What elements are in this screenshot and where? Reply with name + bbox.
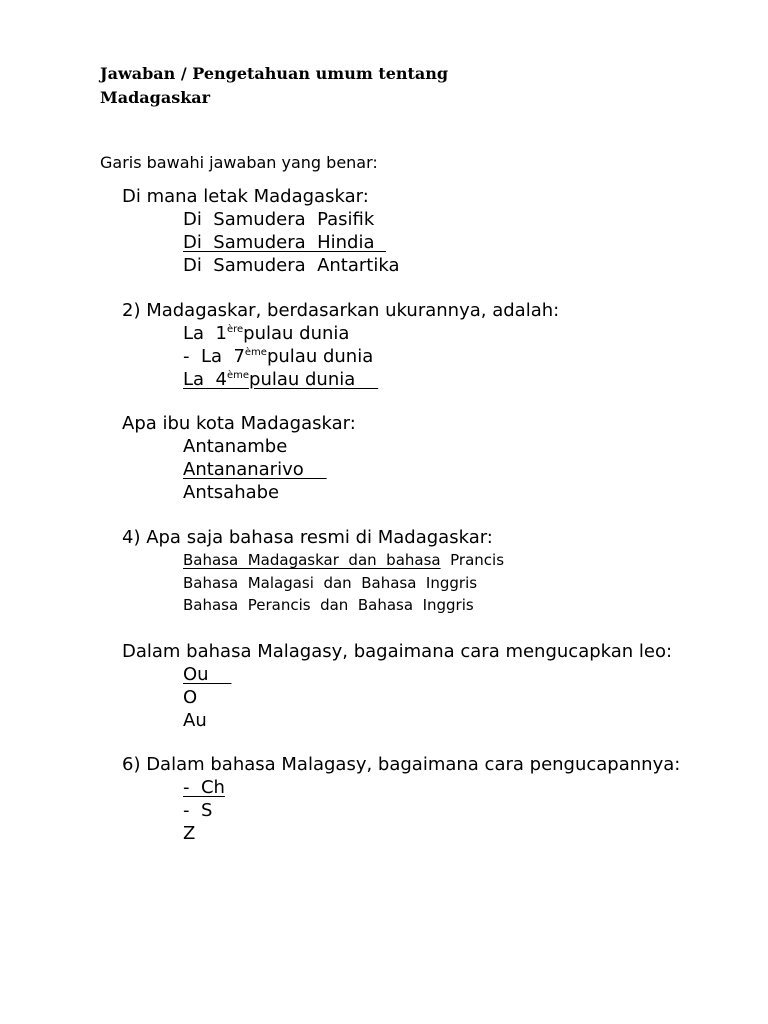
question-block-5 — [122, 640, 672, 732]
option-text-tail: Prancis — [440, 551, 505, 569]
answer-option — [183, 709, 672, 732]
answer-option-underlined — [183, 368, 559, 391]
option-text: Antananarivo — [183, 459, 327, 480]
answer-option-underlined — [183, 549, 504, 572]
answer-option — [183, 254, 399, 277]
answer-option — [183, 594, 504, 617]
question-block-2 — [122, 299, 559, 391]
instruction-text: Garis bawahi jawaban yang benar: — [100, 153, 378, 172]
option-text: - Ch — [183, 777, 225, 798]
ordinal-suffix: ème — [244, 347, 267, 358]
answer-option — [183, 822, 680, 845]
answer-option — [183, 322, 559, 345]
option-text-tail: pulau dunia — [243, 323, 350, 344]
question-text: Apa ibu kota Madagaskar: — [122, 413, 356, 434]
option-text: Antsahabe — [183, 482, 280, 503]
question-text: 2) Madagaskar, berdasarkan ukurannya, adalah: — [122, 300, 560, 321]
option-text: Au — [183, 710, 207, 731]
option-text: Bahasa Madagaskar dan bahasa — [183, 551, 441, 569]
option-text: Z — [183, 823, 196, 844]
option-text-tail: pulau dunia — [266, 346, 374, 367]
question-text: 6) Dalam bahasa Malagasy, bagaimana cara pengucapannya: — [122, 754, 681, 775]
title-line-2: Madagaskar — [100, 88, 211, 107]
answer-option — [183, 481, 356, 504]
question-text: Di mana letak Madagaskar: — [122, 186, 369, 207]
option-text: O — [183, 687, 198, 708]
answer-option-underlined — [183, 776, 680, 799]
question-block-3 — [122, 412, 356, 504]
answer-option — [183, 208, 399, 231]
answer-option-underlined — [183, 458, 356, 481]
question-block-4 — [122, 526, 504, 617]
option-text: Di Samudera Antartika — [183, 255, 400, 276]
document-title — [100, 62, 500, 110]
option-text-tail: pulau dunia — [249, 369, 379, 390]
question-block-6 — [122, 753, 680, 845]
option-text: Ou — [183, 664, 232, 685]
ordinal-suffix: ère — [226, 324, 244, 335]
ordinal-suffix: ème — [226, 370, 250, 381]
option-text: La 1 — [183, 323, 227, 344]
answer-option-underlined — [183, 231, 399, 254]
option-text-head: La 4 — [183, 369, 227, 390]
option-text — [183, 369, 378, 390]
option-text: - S — [183, 800, 213, 821]
option-text: Di Samudera Hindia — [183, 232, 386, 253]
question-block-1 — [122, 185, 399, 277]
answer-option — [183, 345, 559, 368]
answer-option — [183, 572, 504, 595]
option-text: - La 7 — [183, 346, 245, 367]
answer-option — [183, 686, 672, 709]
question-text: 4) Apa saja bahasa resmi di Madagaskar: — [122, 527, 493, 548]
option-text: Di Samudera Pasifik — [183, 209, 375, 230]
option-text: Antanambe — [183, 436, 288, 457]
title-line-1: Jawaban / Pengetahuan umum tentang — [100, 64, 449, 83]
option-text: Bahasa Malagasi dan Bahasa Inggris — [183, 573, 478, 592]
question-text: Dalam bahasa Malagasy, bagaimana cara mengucapkan leo: — [122, 641, 673, 662]
answer-option — [183, 435, 356, 458]
answer-option — [183, 799, 680, 822]
answer-option-underlined — [183, 663, 672, 686]
option-text: Bahasa Perancis dan Bahasa Inggris — [183, 596, 474, 614]
